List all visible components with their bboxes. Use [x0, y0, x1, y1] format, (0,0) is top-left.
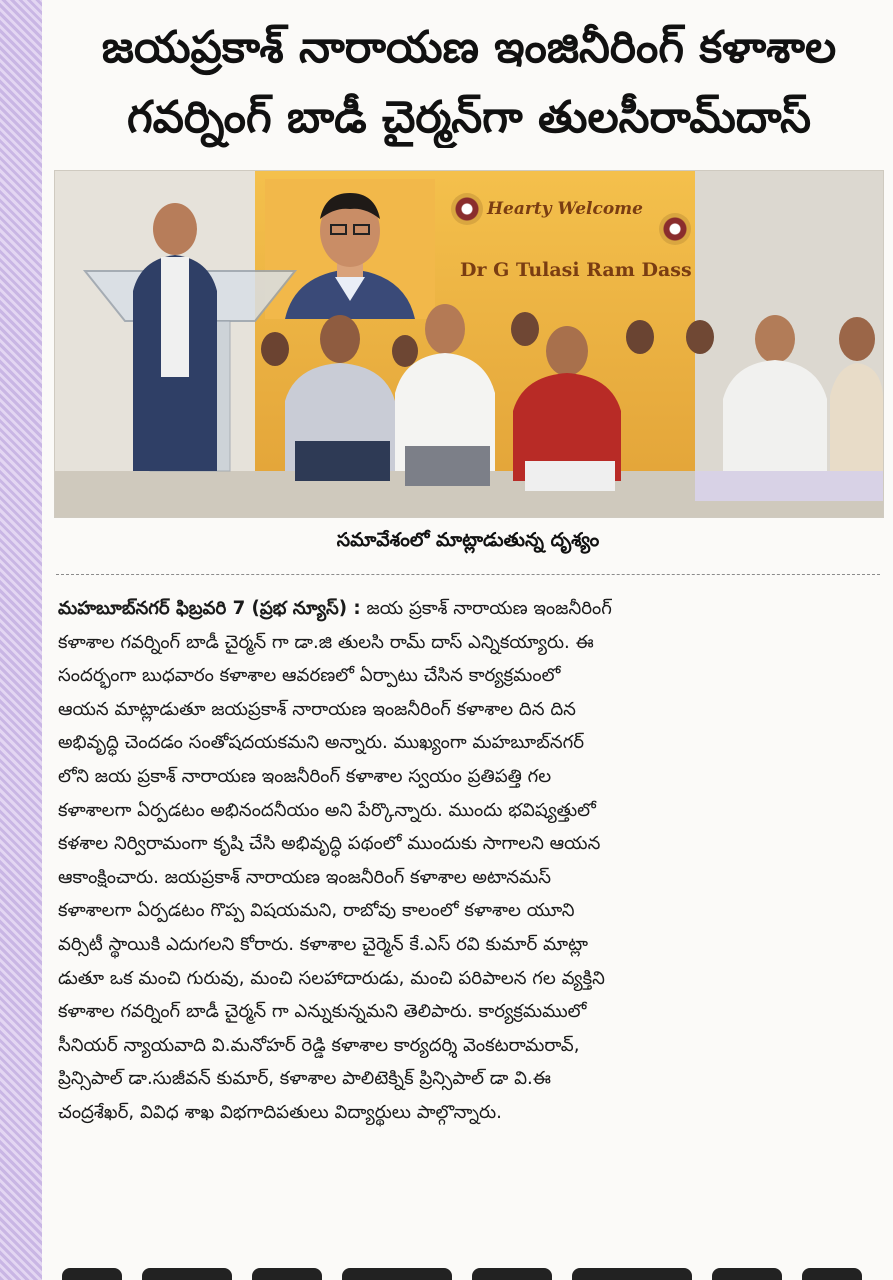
article-line: డుతూ ఒక మంచి గురువు, మంచి సలహాదారుడు, మంచి పరిపాలన గల వ్యక్తిని — [58, 967, 605, 989]
article-line: కళాశాలగా ఏర్పడటం అభినందనీయం అని పేర్కొన్నారు. ముందు భవిష్యత్తులో — [58, 799, 596, 821]
article-dateline: మహబూబ్‌నగర్ ఫిబ్రవరి 7 (ప్రభ న్యూస్) : — [58, 598, 361, 619]
banner-welcome-text: Hearty Welcome — [487, 199, 643, 219]
banner-name-text: Dr G Tulasi Ram Dass — [460, 259, 692, 281]
article-line: సీనియర్ న్యాయవాది వి.మనోహర్ రెడ్డి కళాశాల కార్యదర్శి వెంకటరామరావ్, — [58, 1034, 580, 1056]
headline-line-1: జయప్రకాశ్ నారాయణ ఇంజినీరింగ్ కళాశాల — [101, 22, 837, 73]
article-line-text: జయ ప్రకాశ్ నారాయణ ఇంజనీరింగ్ — [360, 598, 612, 619]
article-line — [58, 592, 882, 626]
article-line: అభివృద్ధి చెందడం సంతోషదయకమని అన్నారు. ముఖ్యంగా మహబూబ్‌నగర్ — [58, 732, 584, 754]
article-line: ప్రిన్సిపాల్ డా.సుజీవన్ కుమార్, కళాశాల పాలిటెక్నిక్ ప్రిన్సిపాల్ డా వి.ఈ — [58, 1068, 551, 1090]
article-body — [58, 592, 882, 1130]
article-line: ఆయన మాట్లాడుతూ జయప్రకాశ్ నారాయణ ఇంజనీరింగ్ కళాశాల దిన దిన — [58, 698, 576, 720]
newspaper-clipping — [42, 0, 893, 1280]
seated-guests — [55, 171, 883, 517]
article-line: ఆకాంక్షించారు. జయప్రకాశ్ నారాయణ ఇంజనీరింగ్ కళాశాల అటానమస్ — [58, 866, 552, 888]
decorative-left-border — [0, 0, 42, 1280]
article-line: కళశాల నిర్విరామంగా కృషి చేసి అభివృద్ధి పథంలో ముందుకు సాగాలని ఆయన — [58, 833, 601, 855]
article-line: లోని జయ ప్రకాశ్ నారాయణ ఇంజనీరింగ్ కళాశాల స్వయం ప్రతిపత్తి గల — [58, 765, 552, 787]
photo-caption: సమావేశంలో మాట్లాడుతున్న దృశ్యం — [336, 529, 600, 551]
article-line: చంద్రశేఖర్, వివిధ శాఖ విభగాదిపతులు విద్యార్థులు పాల్గొన్నారు. — [58, 1101, 502, 1123]
article-line: కళాశాల గవర్నింగ్ బాడీ చైర్మన్ గా డా.జి తులసి రామ్ దాస్ ఎన్నికయ్యారు. ఈ — [58, 631, 594, 653]
article-line: కళాశాలగా ఏర్పడటం గొప్ప విషయమని, రాబోవు కాలంలో కళాశాల యూని — [58, 900, 575, 922]
event-photo — [54, 170, 884, 518]
article-line: సందర్భంగా బుధవారం కళాశాల ఆవరణలో ఏర్పాటు చేసిన కార్యక్రమంలో — [58, 665, 561, 687]
next-article-cutoff — [42, 1256, 893, 1280]
article-line: కళాశాల గవర్నింగ్ బాడీ చైర్మన్ గా ఎన్నుకున్నమని తెలిపారు. కార్యక్రమములో — [58, 1001, 587, 1023]
article-line: వర్సిటీ స్థాయికి ఎదుగలని కోరారు. కళాశాల చైర్మెన్ కే.ఎస్ రవి కుమార్ మాట్లా — [58, 933, 589, 955]
headline-line-2: గవర్నింగ్ బాడీ చైర్మన్‌గా తులసీరామ్‌దాస్ — [126, 92, 812, 143]
dashed-divider — [56, 574, 880, 575]
